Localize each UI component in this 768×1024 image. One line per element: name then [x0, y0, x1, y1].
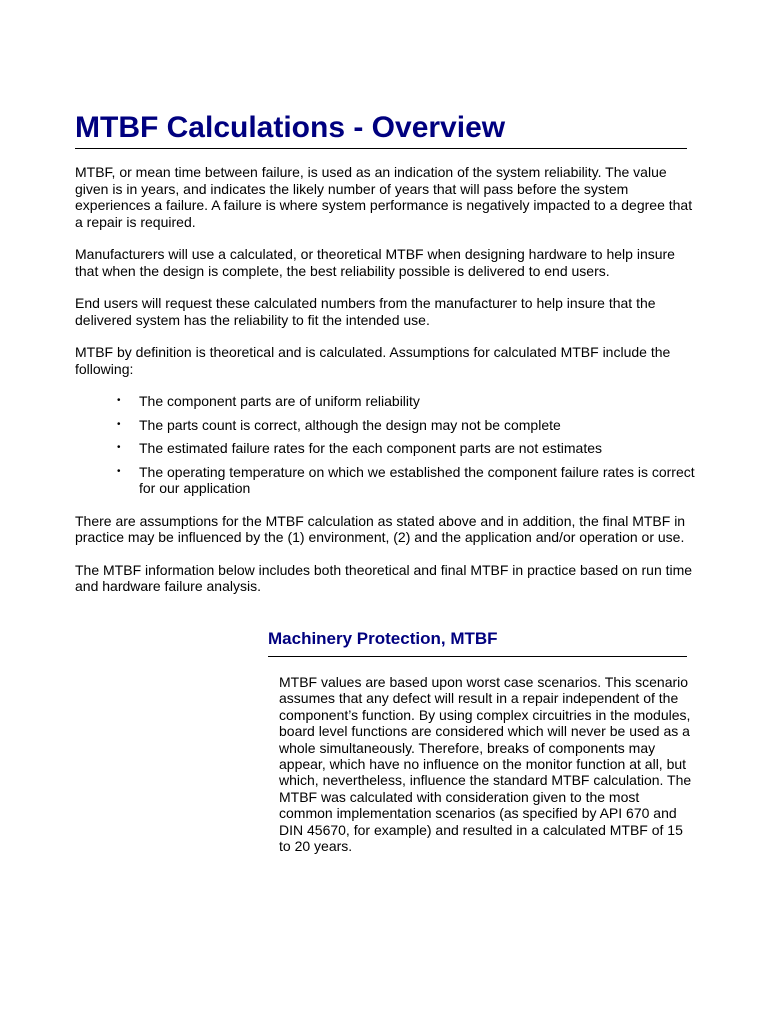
definition-paragraph: MTBF by definition is theoretical and is calculated. Assumptions for calculated MTBF include the following:: [75, 344, 671, 377]
list-item: [75, 464, 695, 497]
list-item-text: The estimated failure rates for the each component parts are not estimates: [139, 440, 603, 456]
intro-paragraph: MTBF, or mean time between failure, is used as an indication of the system reliability. The value given is in years, and indicates the likely number of years that will pass before the system experiences a failure. A failure is where system performance is negatively impacted to a degree that a repair is required.: [75, 164, 693, 230]
list-item-text: The operating temperature on which we established the component failure rates is correct for our application: [139, 463, 695, 496]
list-item-text: The component parts are of uniform reliability: [139, 393, 420, 409]
list-item: [75, 393, 695, 410]
bullet-icon: •: [117, 395, 121, 406]
title-divider: [75, 148, 687, 149]
section-paragraph: MTBF values are based upon worst case scenarios. This scenario assumes that any defect will result in a repair independent of the component’s function. By using complex circuitries in the modules, board level functions are considered which will never be used as a whole simultaneously. Therefore, breaks of components may appear, which have no influence on the monitor function at all, but which, nevertheless, influence the standard MTBF calculation. The MTBF was calculated with consideration given to the most common implementation scenarios (as specified by API 670 and DIN 45670, for example) and resulted in a calculated MTBF of 15 to 20 years.: [279, 674, 692, 855]
bullet-icon: •: [117, 465, 121, 477]
bullet-icon: •: [117, 418, 121, 430]
list-item: [75, 440, 695, 457]
assumptions-closing-paragraph: There are assumptions for the MTBF calculation as stated above and in addition, the final MTBF in practice may be influenced by the (1) environment, (2) and the application and/or operation or use.: [75, 512, 686, 545]
document-body: [75, 164, 695, 611]
assumptions-list: [75, 393, 695, 497]
end-users-paragraph: End users will request these calculated numbers from the manufacturer to help insure that the delivered system has the reliability to fit the intended use.: [75, 295, 656, 328]
information-paragraph: The MTBF information below includes both theoretical and final MTBF in practice based on run time and hardware failure analysis.: [75, 561, 693, 594]
list-item-text: The parts count is correct, although the design may not be complete: [139, 416, 561, 433]
bullet-icon: •: [117, 442, 121, 453]
section-heading: Machinery Protection, MTBF: [268, 629, 498, 648]
section-divider: [268, 656, 687, 657]
page-title: MTBF Calculations - Overview: [75, 111, 506, 144]
manufacturers-paragraph: Manufacturers will use a calculated, or theoretical MTBF when designing hardware to help insure that when the design is complete, the best reliability possible is delivered to end users.: [75, 246, 675, 279]
list-item: [75, 417, 695, 434]
